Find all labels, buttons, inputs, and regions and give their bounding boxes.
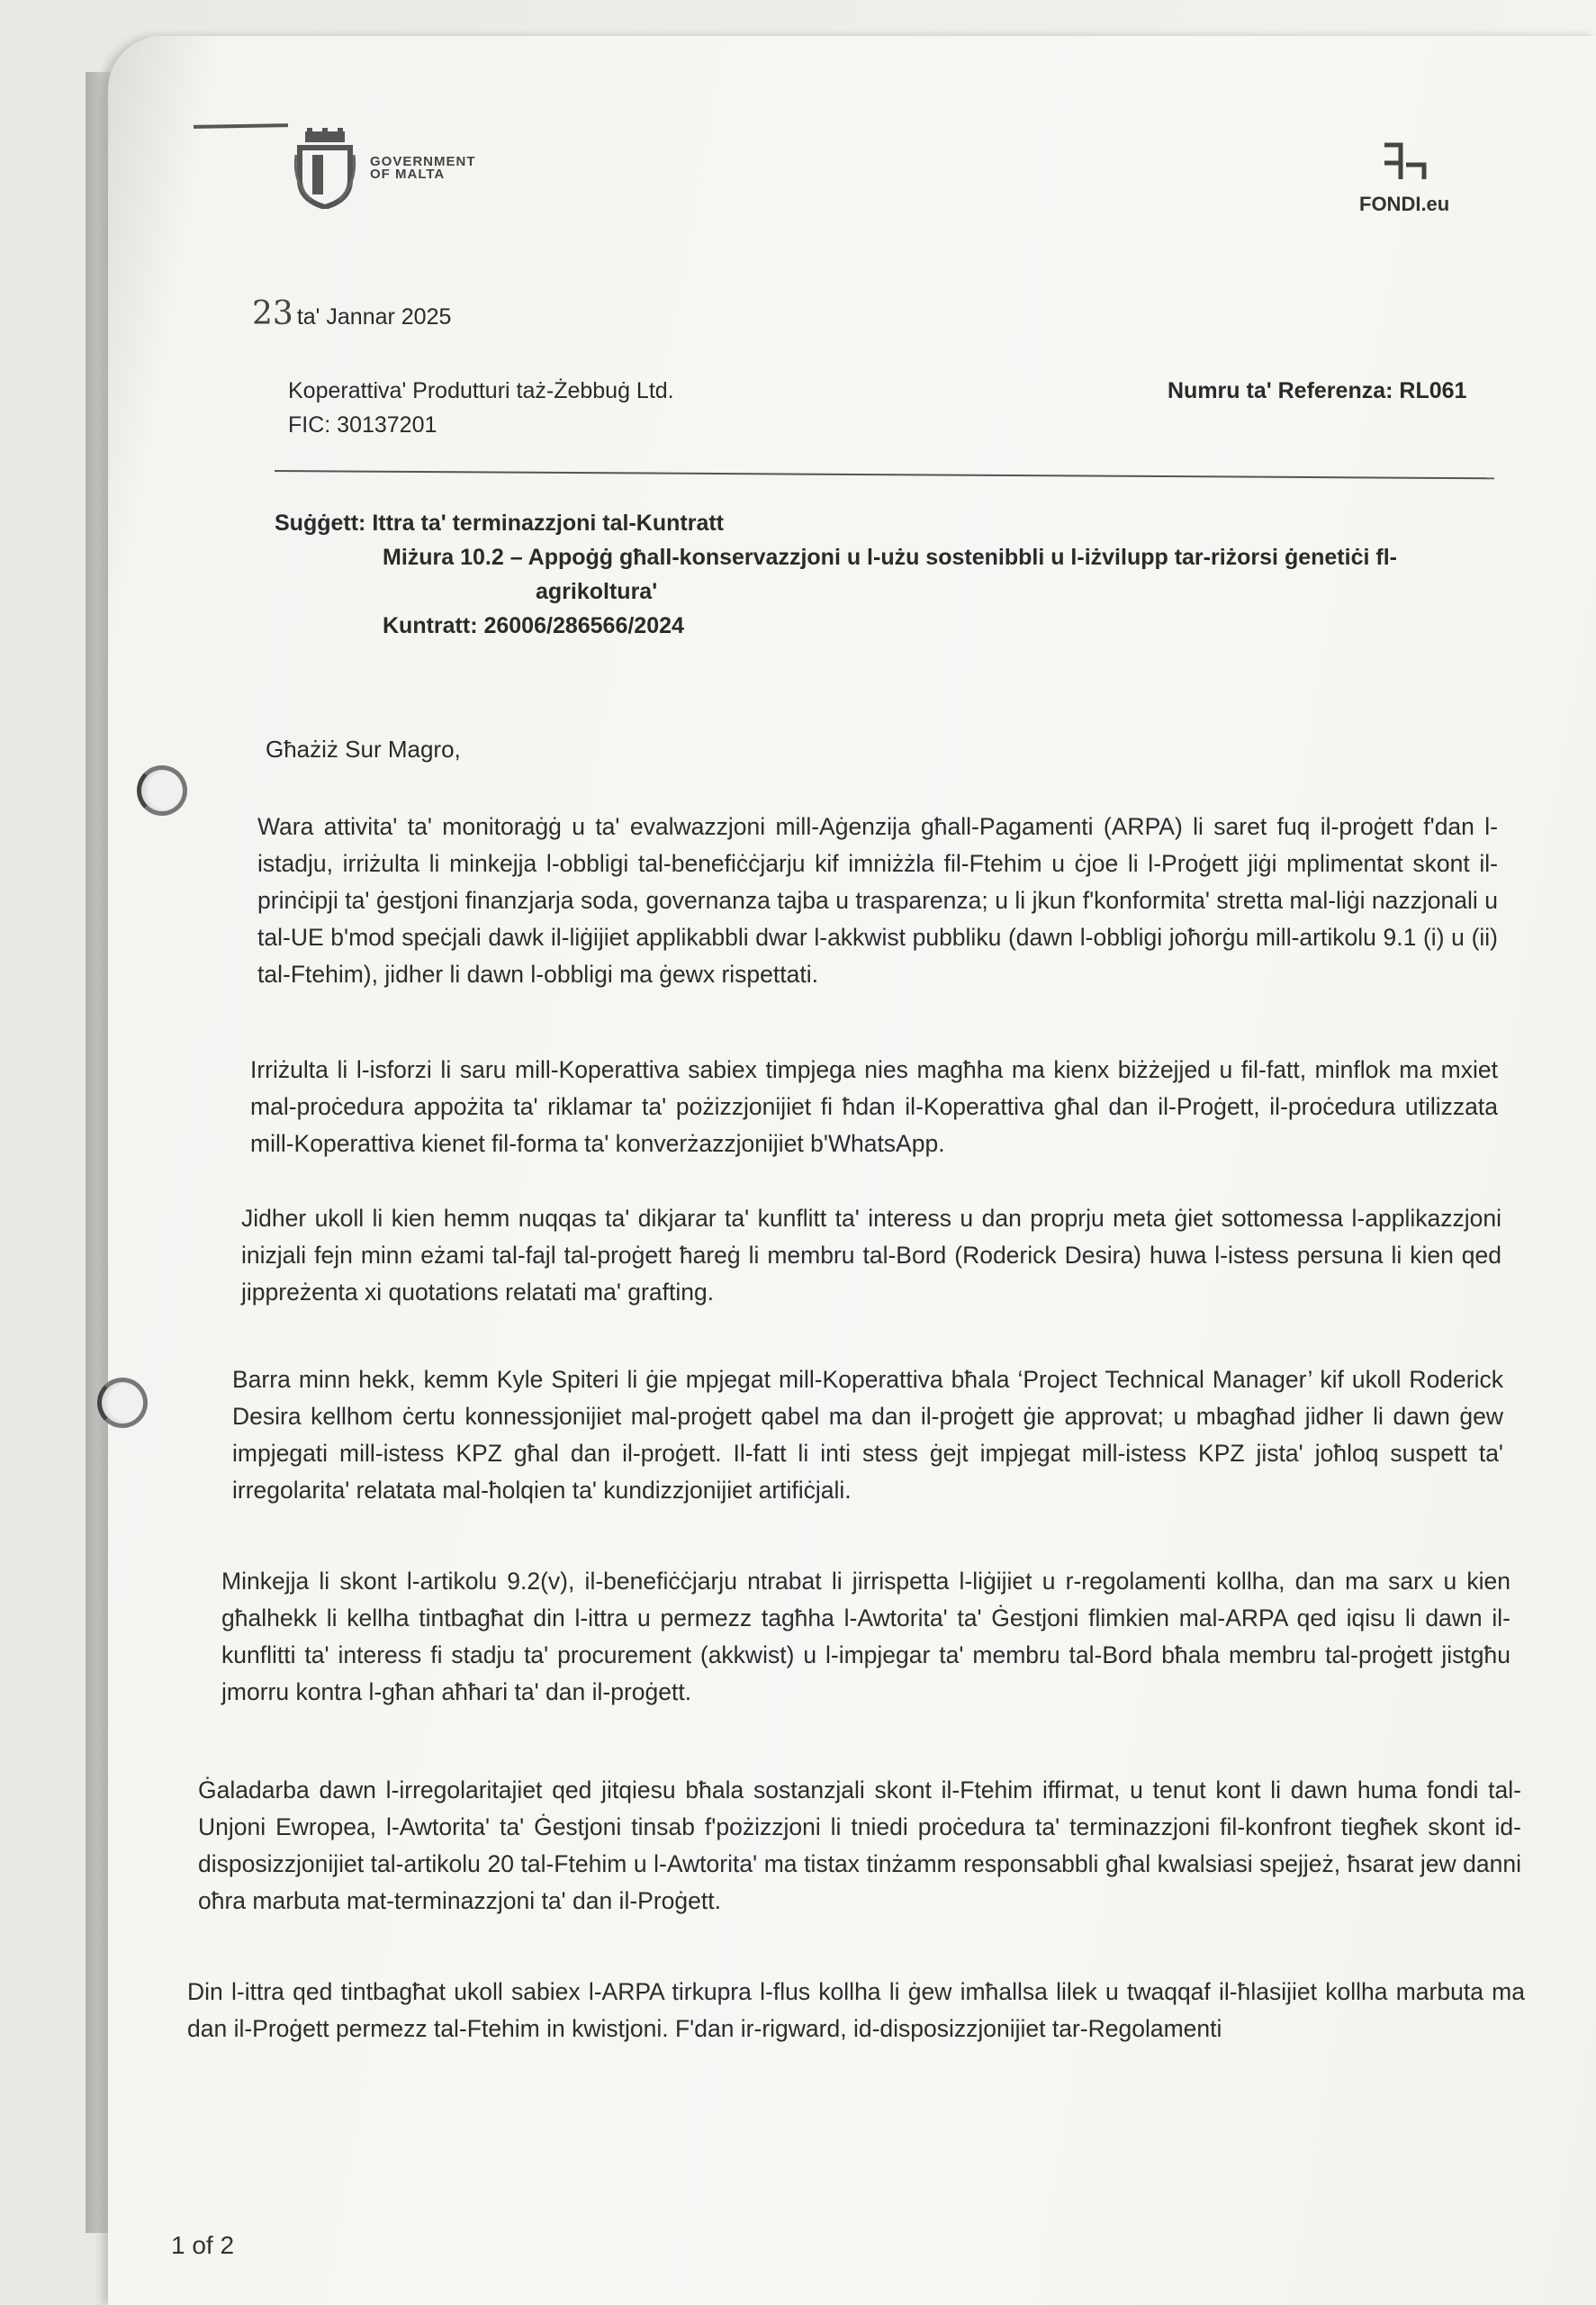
fondi-mark-icon: [1377, 140, 1431, 185]
fondi-logo: [1359, 140, 1449, 216]
paragraph-1: Wara attivita' ta' monitoraġġ u ta' evalwazzjoni mill-Aġenzija għall-Pagamenti (ARPA) li saret fuq il-proġett f'dan l-istadju, irriżulta li minkejja l-obbligi tal-benefiċċjarju kif imniżżla fil-Ftehim u ċjoe li l-Proġett jiġi mplimentat skont il-prinċipji ta' ġestjoni finanzjarja soda, governanza tajba u trasparenza; u li jkun f'konformita' stretta mal-liġi nazzjonali u tal-UE b'mod speċjali dawk il-liġijiet applikabbli dwar l-akkwist pubbliku (dawn l-obbligi joħorġu mill-artikolu 9.1 (i) u (ii) tal-Ftehim), jidher li dawn l-obbligi ma ġewx rispettati.: [257, 813, 1498, 988]
date-text: ta' Jannar 2025: [296, 304, 452, 330]
paragraph-6: Ġaladarba dawn l-irregolaritajiet qed jitqiesu bħala sostanzjali skont il-Ftehim iffirmat, u tenut kont li dawn huma fondi tal-Unjoni Ewropea, l-Awtorita' ta' Ġestjoni tinsab f'pożizzjoni li tniedi proċedura ta' terminazzjoni fil-konfront tiegħek skont id-disposizzjonijiet tal-artikolu 20 tal-Ftehim u l-Awtorita' ma tistax tinżamm responsabbli għal kwalsiasi spejjeż, ħsarat jew danni oħra marbuta mat-terminazzjoni ta' dan il-Proġett.: [198, 1776, 1521, 1914]
subject-contract: Kuntratt: 26006/286566/2024: [383, 613, 684, 638]
greeting: Għażiż Sur Magro,: [266, 736, 461, 763]
government-line1: GOVERNMENT: [370, 154, 476, 169]
paragraph-2: Irriżulta li l-isforzi li saru mill-Koperattiva sabiex timpjega nies magħha ma kienx biżżejjed u fil-fatt, minflok ma mxiet mal-proċedura appożita ta' riklamar ta' pożizzjonijiet fi ħdan il-Koperattiva għal dan il-Proġett, il-proċedura utilizzata mill-Koperattiva kienet fil-forma ta' konverżazzjonijiet b'WhatsApp.: [250, 1056, 1498, 1157]
letter-date: [252, 295, 451, 332]
paragraph-7: Din l-ittra qed tintbagħat ukoll sabiex l-ARPA tirkupra l-flus kollha li ġew imħallsa lilek u twaqqaf il-ħlasijiet kollha marbuta ma dan il-Proġett permezz tal-Ftehim in kwistjoni. F'dan ir-rigward, id-disposizzjonijiet tar-Regolamenti: [187, 1978, 1525, 2042]
malta-crest-icon: [293, 128, 357, 209]
government-line2: OF MALTA: [370, 167, 446, 182]
punch-hole-icon: [137, 765, 187, 816]
subject-measure: Miżura 10.2 – Appoġġ għall-konservazzjoni u l-użu sostenibbli u l-iżvilupp tar-riżorsi ġenetiċi fl-: [383, 545, 1397, 570]
subject-title: Suġġett: Ittra ta' terminazzjoni tal-Kuntratt: [275, 511, 724, 536]
paragraph-5: Minkejja li skont l-artikolu 9.2(v), il-benefiċċjarju ntrabat li jirrispetta l-liġijiet u r-regolamenti kollha, dan ma sarx u kien għalhekk li kellha tintbagħat din l-ittra u permezz tagħha l-Awtorita' ta' Ġestjoni flimkien mal-ARPA qed iqisu li dawn il-kunflitti ta' interess fi stadju ta' procurement (akkwist) u l-impjegar ta' membru tal-Bord bħala membru tal-proġett jistgħu jmorru kontra l-għan aħħari ta' dan il-proġett.: [221, 1568, 1510, 1705]
punch-hole-icon: [97, 1378, 148, 1428]
reference-number: Numru ta' Referenza: RL061: [1168, 378, 1467, 403]
page-number: 1 of 2: [171, 2231, 235, 2259]
government-logo: [293, 128, 476, 209]
fondi-name: FONDI.eu: [1359, 193, 1450, 215]
subject-measure-cont: agrikoltura': [536, 579, 658, 604]
handwritten-day: 23: [252, 295, 293, 332]
paragraph-3: Jidher ukoll li kien hemm nuqqas ta' dikjarar ta' kunflitt ta' interess u dan proprju meta ġiet sottomessa l-applikazzjoni inizjali fejn minn eżami tal-fajl tal-proġett ħareġ li membru tal-Bord (Roderick Desira) huwa l-istess persuna li kien qed jippreżenta xi quotations relatati ma' grafting.: [241, 1205, 1501, 1306]
subject-block: [275, 506, 1499, 643]
addressee-fic: FIC: 30137201: [288, 412, 437, 438]
addressee-block: [288, 374, 674, 442]
addressee-name: Koperattiva' Produtturi taż-Żebbuġ Ltd.: [288, 378, 674, 403]
paragraph-4: Barra minn hekk, kemm Kyle Spiteri li ġie mpjegat mill-Koperattiva bħala ‘Project Technical Manager’ kif ukoll Roderick Desira kellhom ċertu konnessjonijiet mal-proġett qabel ma dan il-proġett ġie approvat; u mbagħad jidher li dawn ġew impjegati mill-istess KPZ għal dan il-proġett. Il-fatt li inti stess ġejt impjegat mill-istess KPZ jista' joħloq suspett ta' irregolarita' relatata mal-ħolqien ta' kundizzjonijiet artifiċjali.: [232, 1366, 1503, 1504]
